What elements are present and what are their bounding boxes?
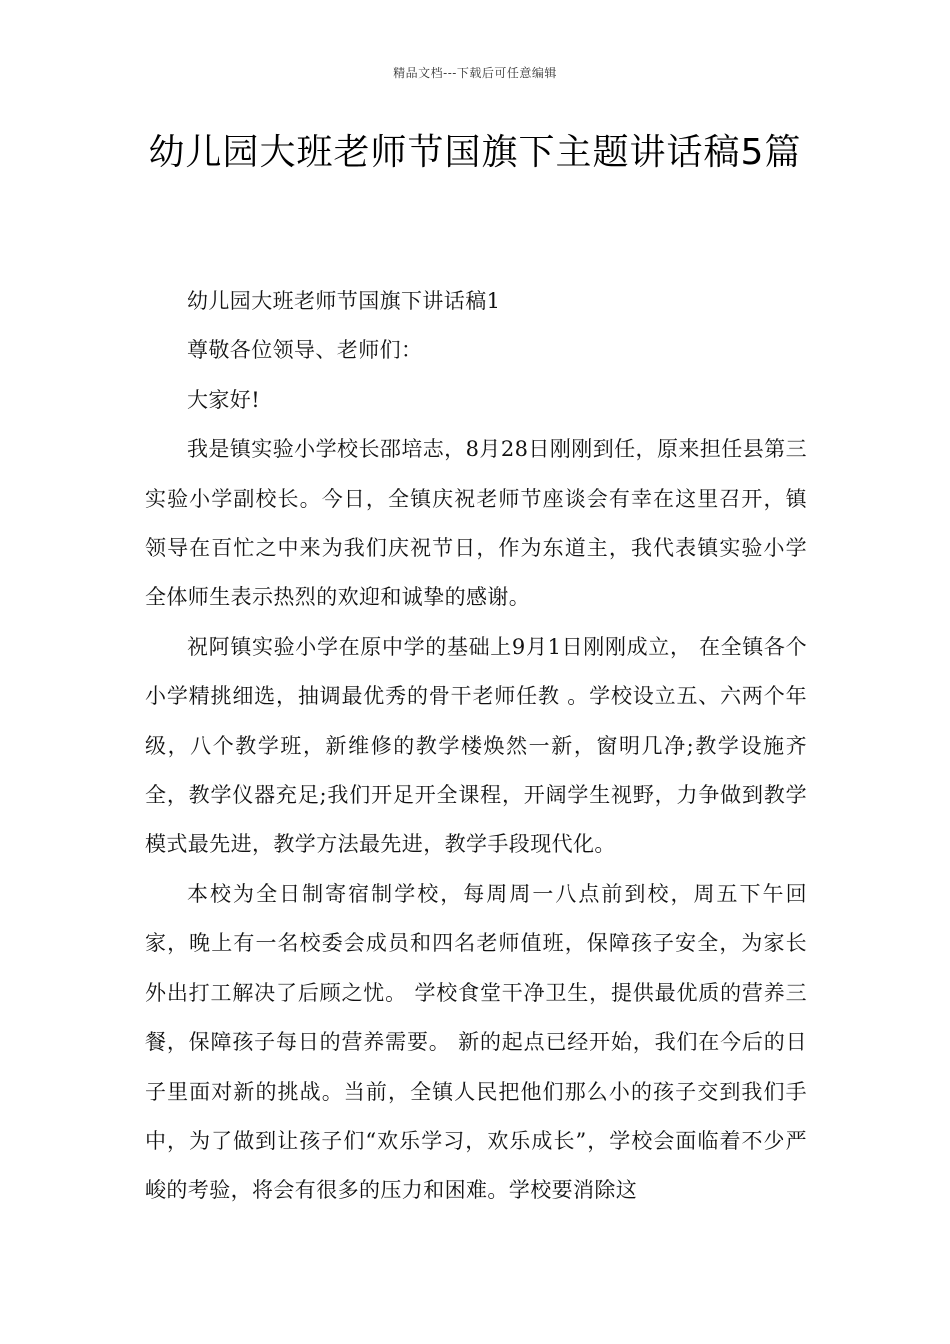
body-paragraph: 我是镇实验小学校长邵培志，8月28日刚刚到任，原来担任县第三实验小学副校长。今日，全镇庆祝老师节座谈会有幸在这里召开，镇领导在百忙之中来为我们庆祝节日，作为东道主，我代表镇实验小学全体师生表示热烈的欢迎和诚挚的感谢。 xyxy=(145,437,807,610)
document-title: 幼儿园大班老师节国旗下主题讲话稿5篇 xyxy=(148,132,802,173)
subtitle-paragraph: 幼儿园大班老师节国旗下讲话稿1 xyxy=(187,289,501,313)
page-header: 精品文档---下载后可任意编辑 xyxy=(393,66,557,80)
body-paragraph: 本校为全日制寄宿制学校，每周周一八点前到校，周五下午回家，晚上有一名校委会成员和四名老师值班，保障孩子安全，为家长外出打工解决了后顾之忧。 学校食堂干净卫生，提供最优质的营养三餐，保障孩子每日的营养需要。 新的起点已经开始，我们在今后的日子里面对新的挑战。当前，全镇人民把他们那么小的孩子交到我们手中，为了做到让孩子们“欢乐学习，欢乐成长”，学校会面临着不少严峻的考验，将会有很多的压力和困难。学校要消除这 xyxy=(145,881,807,1203)
body-paragraph: 祝阿镇实验小学在原中学的基础上9月1日刚刚成立， 在全镇各个小学精挑细选，抽调最优秀的骨干老师任教 。学校设立五、六两个年级，八个教学班，新维修的教学楼焕然一新，窗明几净;教学设施齐全，教学仪器充足;我们开足开全课程，开阔学生视野，力争做到教学模式最先进，教学方法最先进，教学手段现代化。 xyxy=(145,634,807,857)
greeting-paragraph: 大家好! xyxy=(187,387,261,412)
salutation-paragraph: 尊敬各位领导、老师们： xyxy=(187,338,423,363)
document-body xyxy=(145,277,807,1216)
